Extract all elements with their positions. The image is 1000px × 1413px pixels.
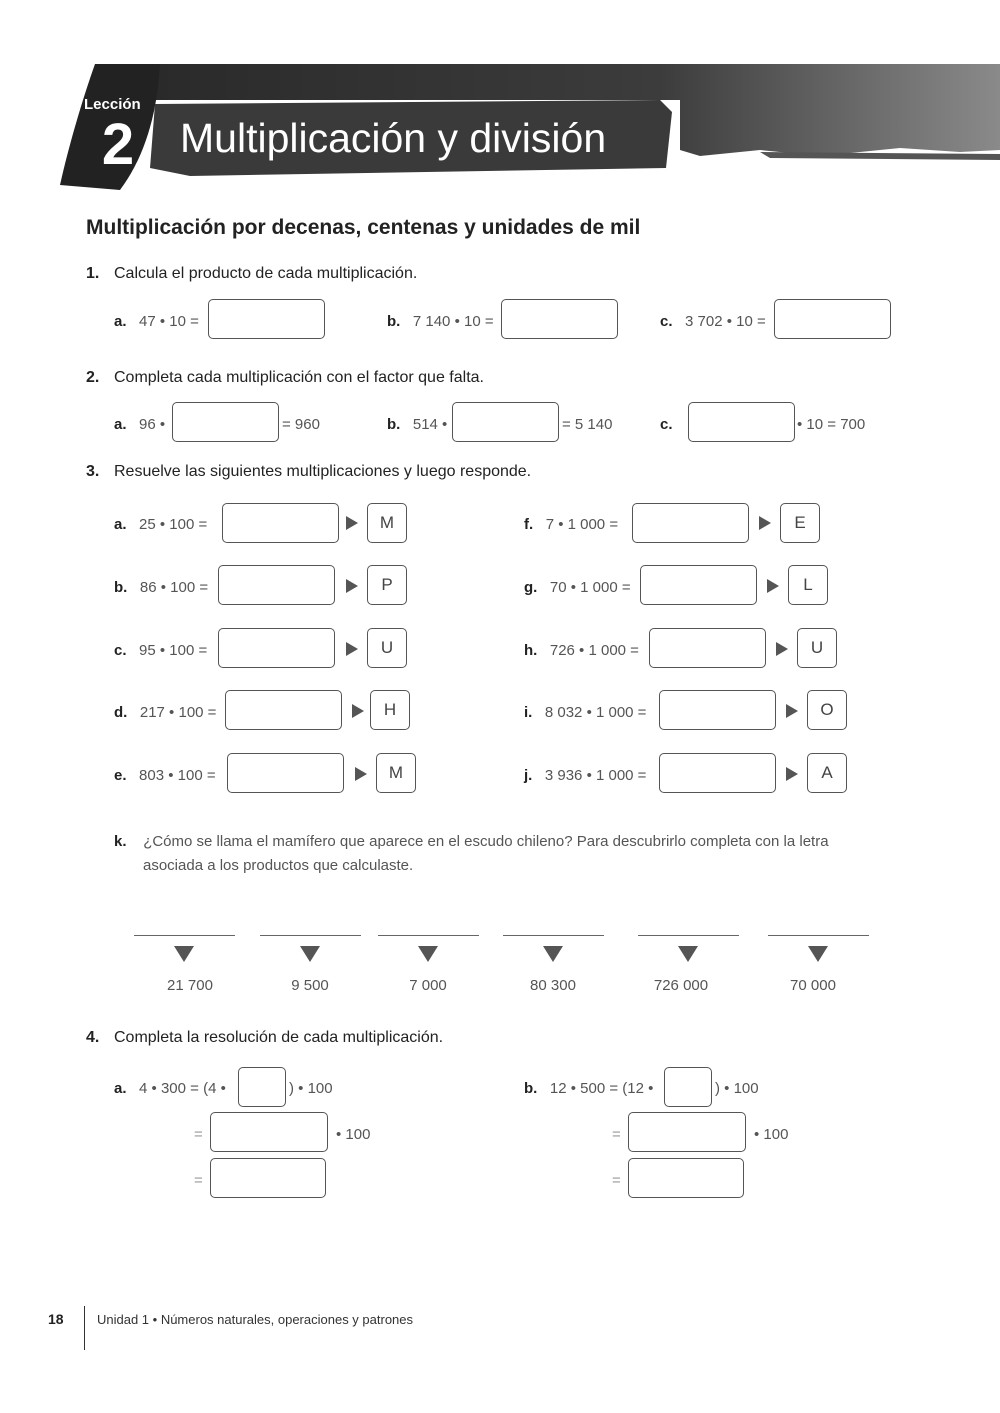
item-result: = 960 (282, 416, 320, 433)
item-expression-close: ) • 100 (289, 1080, 333, 1097)
answer-input[interactable] (665, 1068, 711, 1106)
blank-line[interactable] (378, 935, 479, 936)
equals-sign: = (194, 1126, 203, 1143)
answer-box[interactable] (208, 299, 325, 339)
question-text: Completa la resolución de cada multiplicación. (114, 1029, 444, 1046)
page-title: Multiplicación y división (180, 115, 607, 161)
arrow-right-icon (346, 579, 358, 593)
q3-item-b (114, 578, 208, 598)
item-result: • 10 = 700 (797, 416, 866, 433)
product-value: 7 000 (409, 977, 447, 994)
q3-item-f (524, 515, 618, 535)
item-label: a. (114, 1080, 127, 1097)
answer-input[interactable] (453, 403, 558, 441)
item-expression: 12 • 500 = (12 • (549, 1080, 654, 1097)
arrow-down-icon (543, 946, 563, 962)
item-label: g. (524, 579, 538, 596)
answer-box[interactable] (688, 402, 795, 442)
product-value: 80 300 (530, 977, 576, 994)
answer-input[interactable] (502, 300, 617, 338)
item-expression: 803 • 100 = (139, 767, 216, 784)
answer-box[interactable] (210, 1112, 328, 1152)
item-label: k. (114, 833, 127, 850)
q2-item-a (114, 415, 165, 435)
answer-box[interactable] (225, 690, 342, 730)
answer-input[interactable] (775, 300, 890, 338)
arrow-down-icon (808, 946, 828, 962)
q4-item-b (524, 1079, 653, 1099)
lesson-banner (0, 0, 1000, 200)
letter-box: P (367, 565, 407, 605)
arrow-right-icon (346, 516, 358, 530)
item-text: ¿Cómo se llama el mamífero que aparece en el escudo chileno? Para descubrirlo completa con la letra (143, 833, 829, 850)
letter-box: E (780, 503, 820, 543)
item-label: f. (524, 516, 534, 533)
q1-item-c (660, 312, 766, 332)
letter-box: U (797, 628, 837, 668)
arrow-right-icon (767, 579, 779, 593)
footer-divider (84, 1306, 85, 1350)
answer-input[interactable] (689, 403, 794, 441)
answer-box[interactable] (640, 565, 757, 605)
arrow-down-icon (678, 946, 698, 962)
item-expression: 86 • 100 = (139, 579, 209, 596)
arrow-right-icon (786, 767, 798, 781)
item-expression-close: ) • 100 (715, 1080, 759, 1097)
times-100: • 100 (336, 1126, 371, 1143)
product-value: 726 000 (653, 977, 709, 994)
answer-input[interactable] (633, 504, 748, 542)
question-number: 2. (86, 369, 100, 386)
item-label: b. (387, 313, 401, 330)
item-label: b. (387, 416, 401, 433)
answer-input[interactable] (228, 754, 343, 792)
answer-box[interactable] (210, 1158, 326, 1198)
answer-input[interactable] (660, 754, 775, 792)
item-label: i. (524, 704, 533, 721)
arrow-right-icon (786, 704, 798, 718)
item-label: e. (114, 767, 127, 784)
letter-box: M (367, 503, 407, 543)
section-title: Multiplicación por decenas, centenas y unidades de mil (86, 216, 641, 239)
item-label: j. (524, 767, 533, 784)
item-expression: 7 • 1 000 = (545, 516, 619, 533)
letter-box: U (367, 628, 407, 668)
answer-input[interactable] (239, 1068, 285, 1106)
letter-box: L (788, 565, 828, 605)
blank-line[interactable] (768, 935, 869, 936)
question-number: 4. (86, 1029, 100, 1046)
item-label: c. (660, 416, 673, 433)
item-expression: 3 936 • 1 000 = (544, 767, 647, 784)
item-expression: 3 702 • 10 = (685, 313, 766, 330)
letter-box: H (370, 690, 410, 730)
item-label: c. (114, 642, 127, 659)
item-expression: 7 140 • 10 = (412, 313, 494, 330)
arrow-right-icon (346, 642, 358, 656)
answer-box[interactable] (628, 1158, 744, 1198)
q1-item-a (114, 312, 199, 332)
equals-sign: = (194, 1172, 203, 1189)
question-number: 1. (86, 265, 100, 282)
item-expression: 25 • 100 = (139, 516, 208, 533)
q3-item-c (114, 641, 207, 661)
arrow-right-icon (759, 516, 771, 530)
product-value: 21 700 (167, 977, 213, 994)
q3-item-e (114, 766, 216, 786)
answer-input[interactable] (629, 1113, 745, 1151)
item-label: b. (524, 1080, 538, 1097)
question-text: Calcula el producto de cada multiplicación. (114, 265, 418, 282)
arrow-right-icon (352, 704, 364, 718)
item-expression: 96 • (139, 416, 166, 433)
answer-box[interactable] (222, 503, 339, 543)
letter-box: M (376, 753, 416, 793)
product-value: 9 500 (291, 977, 329, 994)
question-text: Resuelve las siguientes multiplicaciones y luego responde. (114, 463, 532, 480)
answer-box[interactable] (664, 1067, 712, 1107)
answer-input[interactable] (173, 403, 278, 441)
q3-item-a (114, 515, 207, 535)
item-label: d. (114, 704, 128, 721)
q2-item-c (660, 415, 673, 435)
blank-line[interactable] (260, 935, 361, 936)
item-label: b. (114, 579, 128, 596)
item-expression: 514 • (412, 416, 448, 433)
answer-box[interactable] (452, 402, 559, 442)
question-3 (86, 463, 531, 481)
q3-item-j (524, 766, 646, 786)
question-2 (86, 369, 484, 387)
item-label: a. (114, 516, 127, 533)
page-number: 18 (48, 1311, 64, 1327)
product-value: 70 000 (790, 977, 836, 994)
blank-line[interactable] (503, 935, 604, 936)
item-expression: 217 • 100 = (139, 704, 217, 721)
letter-box: O (807, 690, 847, 730)
answer-input[interactable] (641, 566, 756, 604)
blank-line[interactable] (134, 935, 235, 936)
answer-input[interactable] (219, 629, 334, 667)
arrow-right-icon (355, 767, 367, 781)
answer-input[interactable] (650, 629, 765, 667)
item-label: a. (114, 313, 127, 330)
answer-box[interactable] (659, 753, 776, 793)
question-1 (86, 265, 417, 283)
q3-item-g (524, 578, 631, 598)
answer-box[interactable] (227, 753, 344, 793)
letter-box: A (807, 753, 847, 793)
answer-input[interactable] (223, 504, 338, 542)
answer-box[interactable] (632, 503, 749, 543)
answer-input[interactable] (660, 691, 775, 729)
arrow-right-icon (776, 642, 788, 656)
answer-box[interactable] (238, 1067, 286, 1107)
item-expression: 47 • 10 = (139, 313, 199, 330)
answer-box[interactable] (628, 1112, 746, 1152)
q2-item-b (387, 415, 447, 435)
answer-input[interactable] (209, 300, 324, 338)
item-label: c. (660, 313, 673, 330)
item-label: h. (524, 642, 538, 659)
answer-box[interactable] (659, 690, 776, 730)
q4-item-a (114, 1079, 226, 1099)
answer-input[interactable] (211, 1113, 327, 1151)
answer-input[interactable] (219, 566, 334, 604)
item-label: a. (114, 416, 127, 433)
arrow-down-icon (174, 946, 194, 962)
footer-text: Unidad 1 • Números naturales, operaciones y patrones (97, 1312, 414, 1327)
item-expression: 70 • 1 000 = (549, 579, 631, 596)
answer-input[interactable] (211, 1159, 325, 1197)
q3-item-i (524, 703, 646, 723)
answer-input[interactable] (226, 691, 341, 729)
item-result: = 5 140 (562, 416, 613, 433)
q1-item-b (387, 312, 494, 332)
item-expression: 8 032 • 1 000 = (544, 704, 647, 721)
answer-box[interactable] (218, 628, 335, 668)
arrow-down-icon (300, 946, 320, 962)
blank-line[interactable] (638, 935, 739, 936)
arrow-down-icon (418, 946, 438, 962)
question-number: 3. (86, 463, 100, 480)
item-expression: 95 • 100 = (139, 642, 208, 659)
q3-item-d (114, 703, 216, 723)
lesson-label: Lección (84, 96, 141, 113)
answer-box[interactable] (172, 402, 279, 442)
q3-item-h (524, 641, 639, 661)
answer-box[interactable] (501, 299, 618, 339)
question-text: Completa cada multiplicación con el factor que falta. (114, 369, 484, 386)
lesson-number: 2 (101, 112, 135, 177)
times-100: • 100 (754, 1126, 789, 1143)
question-4 (86, 1029, 443, 1047)
answer-input[interactable] (629, 1159, 743, 1197)
item-text-line-2: asociada a los productos que calculaste. (143, 857, 414, 874)
answer-box[interactable] (649, 628, 766, 668)
answer-box[interactable] (774, 299, 891, 339)
answer-box[interactable] (218, 565, 335, 605)
q3-item-k (114, 832, 829, 852)
equals-sign: = (612, 1126, 621, 1143)
item-expression: 4 • 300 = (4 • (139, 1080, 226, 1097)
item-expression: 726 • 1 000 = (549, 642, 639, 659)
equals-sign: = (612, 1172, 621, 1189)
